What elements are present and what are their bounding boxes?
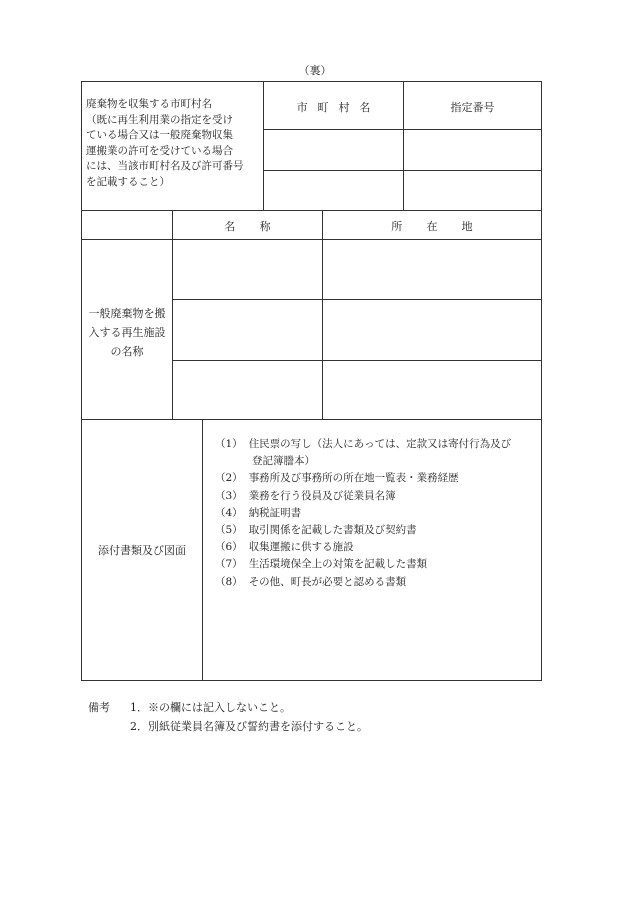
facility-location-cell-2[interactable] xyxy=(323,300,541,360)
designation-number-header: 指定番号 xyxy=(450,101,495,114)
collection-municipality-label: 廃棄物を収集する市町村名 （既に再生利用業の指定を受け ている場合又は一般廃棄物収集 運搬業の許可を受けている場合 には、当該市町村名及び許可番号 を記載すること） xyxy=(86,98,244,188)
list-item: （4） 納税証明書 xyxy=(215,506,302,519)
attached-documents-label: 添付書類及び図面 xyxy=(98,544,186,557)
municipality-name-header: 市町村名 xyxy=(296,101,381,114)
facility-location-cell-3[interactable] xyxy=(323,361,541,419)
list-item: （5） 取引関係を記載した書類及び契約書 xyxy=(215,524,417,537)
side-label: （裏） xyxy=(298,64,332,77)
list-item: （7） 生活環境保全上の対策を記載した書類 xyxy=(215,558,428,571)
municipality-name-cell-2[interactable] xyxy=(264,171,403,210)
note-item: 1．※の欄には記入しないこと。 xyxy=(130,701,291,714)
municipality-name-cell-1[interactable] xyxy=(264,130,403,170)
facility-name-cell-2[interactable] xyxy=(173,300,322,360)
list-item: （6） 収集運搬に供する施設 xyxy=(215,541,354,554)
facility-name-cell-3[interactable] xyxy=(173,361,322,419)
notes-label: 備考 xyxy=(88,701,110,714)
facility-name-cell-1[interactable] xyxy=(173,240,322,299)
recycling-facility-label: 一般廃棄物を搬 入する再生施設 の名称 xyxy=(88,307,166,358)
facility-location-cell-1[interactable] xyxy=(323,240,541,299)
attached-documents-list xyxy=(215,436,537,591)
list-item: （3） 業務を行う役員及び従業員名簿 xyxy=(215,489,396,502)
list-item: （8） その他、町長が必要と認める書類 xyxy=(215,575,407,588)
list-item: （1） 住民票の写し（法人にあっては、定款又は寄付行為及び xyxy=(215,438,512,450)
notes xyxy=(88,698,508,736)
designation-number-cell-1[interactable] xyxy=(404,130,541,170)
note-item: 2．別紙従業員名簿及び誓約書を添付すること。 xyxy=(130,720,368,733)
designation-number-cell-2[interactable] xyxy=(404,171,541,210)
list-item: （2） 事務所及び事務所の所在地一覧表・業務経歴 xyxy=(215,472,459,485)
facility-name-header: 名称 xyxy=(224,220,295,233)
facility-location-header: 所在地 xyxy=(391,220,497,233)
list-item-continuation: 登記簿謄本） xyxy=(252,455,315,468)
